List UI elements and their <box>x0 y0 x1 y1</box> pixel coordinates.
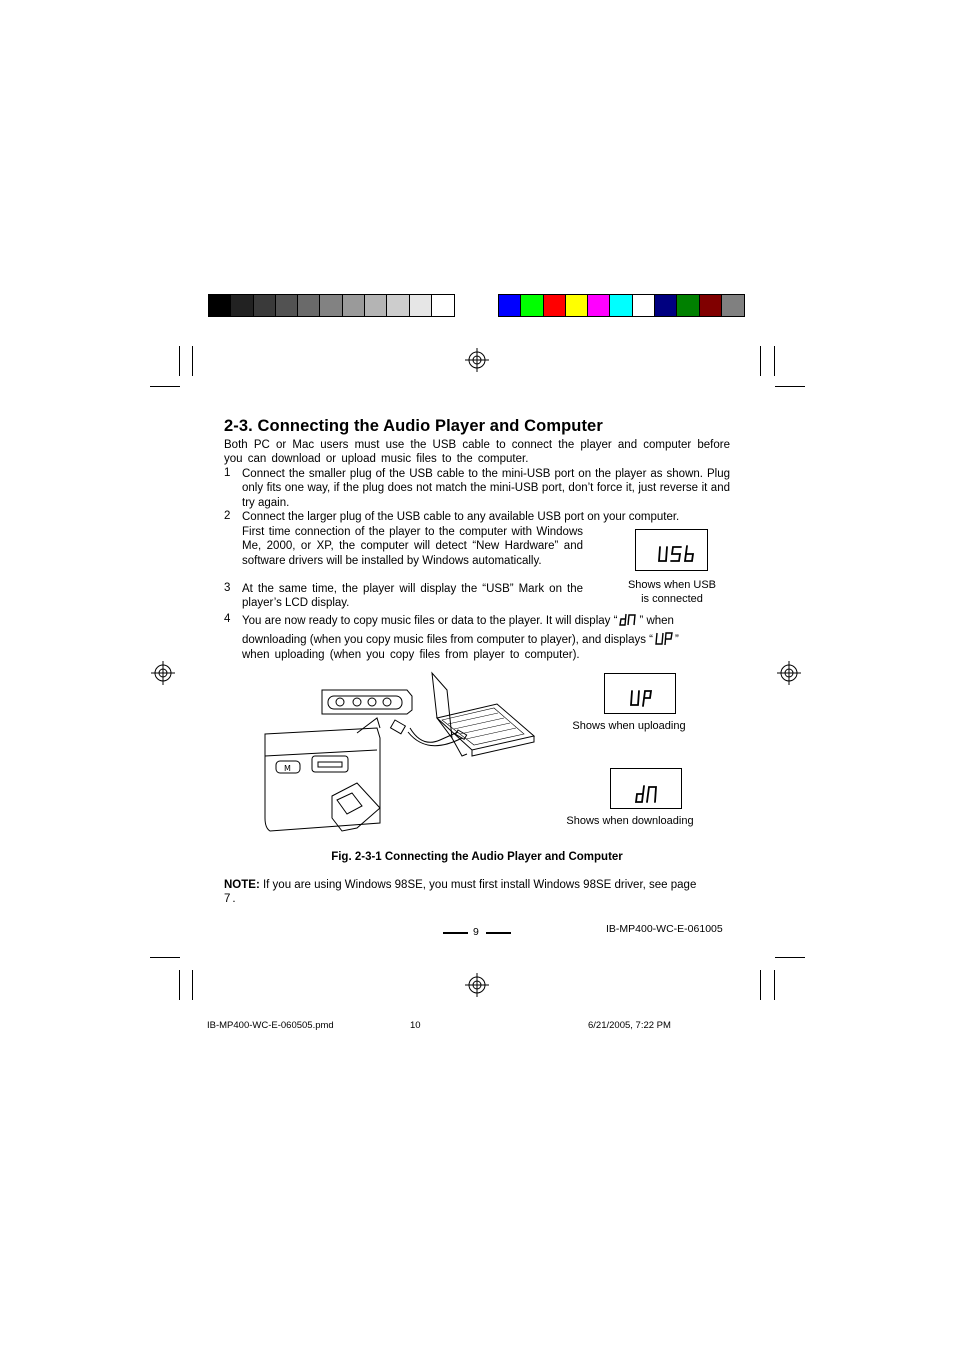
lcd-upload-display <box>604 673 676 714</box>
color-swatch <box>677 295 699 316</box>
color-swatch <box>276 295 298 316</box>
color-swatch <box>700 295 722 316</box>
color-swatch <box>499 295 521 316</box>
slug-timestamp: 6/21/2005, 7:22 PM <box>588 1020 671 1031</box>
color-swatch <box>254 295 276 316</box>
footer-rule-right <box>486 932 511 934</box>
color-swatch <box>320 295 342 316</box>
step-4-line2: downloading (when you copy music files from computer to player), and displays “ ” <box>242 634 679 646</box>
registration-mark-icon <box>465 348 489 372</box>
lcd-upload-caption: Shows when uploading <box>572 720 686 732</box>
color-swatch <box>610 295 632 316</box>
note-paragraph-line2: 7. <box>224 893 238 905</box>
section-heading: 2-3. Connecting the Audio Player and Computer <box>224 417 603 435</box>
step-number: 4 <box>224 613 231 625</box>
figure-caption: Fig. 2-3-1 Connecting the Audio Player and Computer <box>331 851 623 863</box>
lcd-usb-display <box>635 529 708 571</box>
color-swatch <box>209 295 231 316</box>
lcd-download-display <box>610 768 682 809</box>
color-swatch <box>410 295 432 316</box>
step-3-text: At the same time, the player will display the “USB” Mark on the player’s LCD display. <box>242 583 583 610</box>
color-swatch <box>588 295 610 316</box>
color-swatch <box>566 295 588 316</box>
note-paragraph: NOTE: If you are using Windows 98SE, you must first install Windows 98SE driver, see page <box>224 879 697 891</box>
lcd-download-caption: Shows when downloading <box>566 815 694 827</box>
registration-mark-icon <box>151 661 175 685</box>
svg-text:M: M <box>284 764 291 773</box>
step-2-text: First time connection of the player to the computer with Windows Me, 2000, or XP, the computer will detect “New Hardware” and software drivers will be installed by Windows automatically. <box>242 526 583 567</box>
download-icon <box>619 613 637 627</box>
color-calibration-bar <box>498 294 745 317</box>
usb-connection-illustration <box>262 668 542 836</box>
color-swatch <box>231 295 253 316</box>
lcd-usb-glyphs <box>636 530 709 572</box>
color-swatch <box>655 295 677 316</box>
color-swatch <box>521 295 543 316</box>
lcd-dn-glyphs <box>611 769 683 810</box>
slug-filename: IB-MP400-WC-E-060505.pmd <box>207 1020 334 1031</box>
gray-calibration-bar <box>208 294 455 317</box>
step-4-line3: when uploading (when you copy files from player to computer). <box>242 649 580 661</box>
color-swatch <box>544 295 566 316</box>
step-2-text-line1: Connect the larger plug of the USB cable to any available USB port on your computer. <box>242 511 680 523</box>
registration-mark-icon <box>465 973 489 997</box>
lcd-usb-caption: Shows when USB is connected <box>627 579 717 605</box>
step-4-line1: You are now ready to copy music files or data to the player. It will display “ ” when <box>242 615 674 627</box>
step-number: 2 <box>224 510 231 522</box>
step-1-text: Connect the smaller plug of the USB cable to the mini-USB port on the player as shown. Plug only fits one way, if the plug does not match the mini-USB port, don’t force it, just reverse it and try again. <box>242 468 730 509</box>
registration-mark-icon <box>777 661 801 685</box>
color-swatch <box>432 295 454 316</box>
color-swatch <box>343 295 365 316</box>
intro-paragraph: Both PC or Mac users must use the USB cable to connect the player and computer before you can download or upload music files to the computer. <box>224 439 730 466</box>
page-number: 9 <box>473 926 479 938</box>
slug-page: 10 <box>410 1020 421 1031</box>
color-swatch <box>365 295 387 316</box>
color-swatch <box>387 295 409 316</box>
document-code: IB-MP400-WC-E-061005 <box>606 923 723 935</box>
step-number: 1 <box>224 467 231 479</box>
note-label: NOTE: <box>224 879 260 891</box>
footer-rule-left <box>443 932 468 934</box>
lcd-up-glyphs <box>605 674 677 715</box>
upload-icon <box>655 632 673 646</box>
color-swatch <box>633 295 655 316</box>
step-number: 3 <box>224 582 231 594</box>
color-swatch <box>722 295 744 316</box>
color-swatch <box>298 295 320 316</box>
